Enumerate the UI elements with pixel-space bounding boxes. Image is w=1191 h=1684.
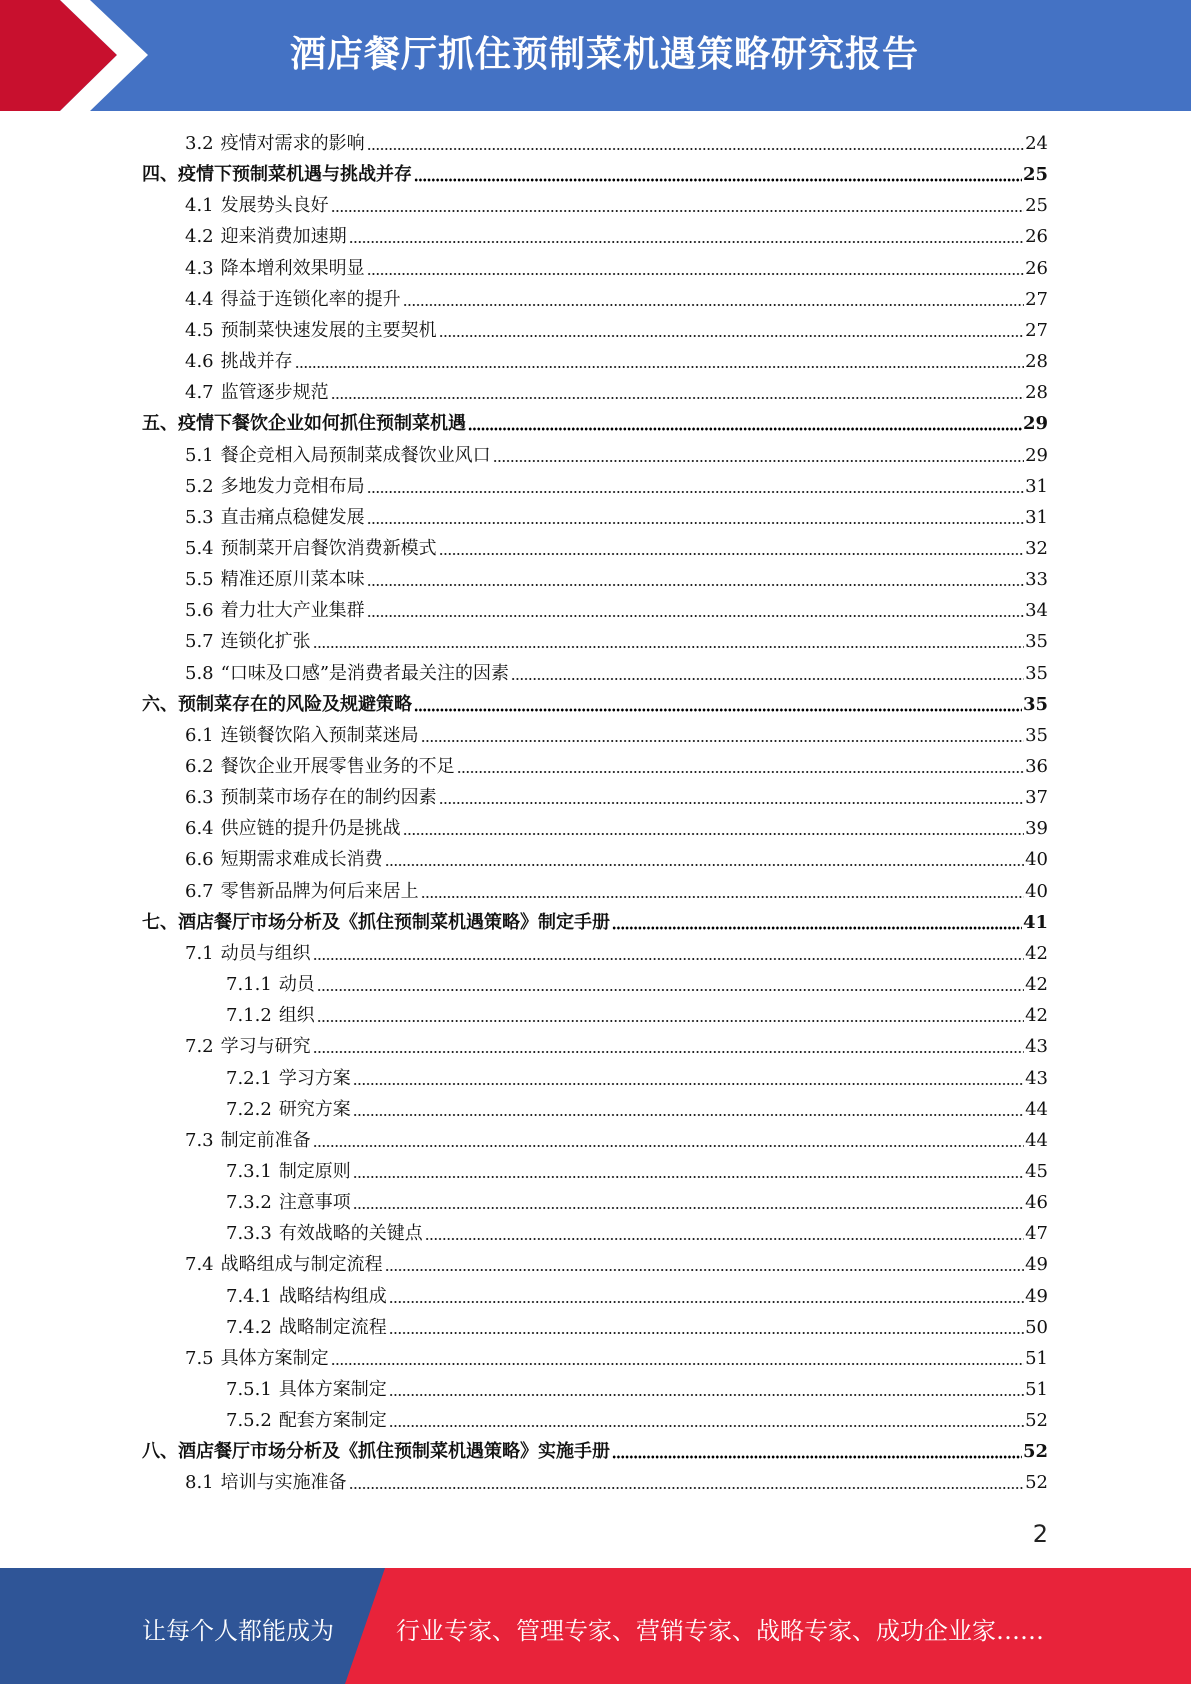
toc-dot-leader [403,832,1024,836]
toc-dot-leader [353,1175,1024,1179]
toc-dot-leader [367,521,1024,525]
toc-dot-leader [313,1050,1024,1054]
toc-page-number: 32 [1025,537,1048,559]
toc-entry-title: 发展势头良好 [220,195,329,217]
toc-page-number: 49 [1025,1285,1048,1307]
toc-entry-title: 六、预制菜存在的风险及规避策略 [142,693,412,715]
toc-entry-title: 战略结构组成 [278,1285,387,1307]
toc-entry-number: 7.1 [185,942,214,964]
toc-entry[interactable] [185,1031,1048,1062]
toc-entry-number: 4.4 [185,288,214,310]
toc-dot-leader [421,739,1024,743]
toc-dot-leader [414,708,1022,712]
toc-page-number: 34 [1025,600,1048,622]
toc-dot-leader [313,1144,1024,1148]
toc-page-number: 52 [1022,1441,1048,1463]
toc-entry-number: 7.4 [185,1254,214,1276]
toc-entry[interactable] [185,221,1048,252]
toc-page-number: 40 [1025,880,1048,902]
toc-entry[interactable] [185,782,1048,813]
page-header [0,0,1191,111]
toc-entry-number: 7.4.1 [226,1285,272,1307]
toc-dot-leader [403,303,1024,307]
toc-entry-number: 4.3 [185,257,214,279]
toc-page-number: 35 [1025,724,1048,746]
toc-page-number: 28 [1025,382,1048,404]
toc-entry-title: 战略组成与制定流程 [220,1254,383,1276]
toc-entry[interactable] [226,1374,1048,1405]
toc-entry-title: 制定原则 [278,1160,351,1182]
header-arrow-decoration [0,0,170,111]
toc-entry-number: 5.8 [185,662,214,684]
toc-chapter[interactable] [142,408,1048,439]
toc-dot-leader [385,1268,1024,1272]
toc-entry-title: 战略制定流程 [278,1316,387,1338]
toc-entry-title: 降本增利效果明显 [220,257,365,279]
toc-entry-title: 得益于连锁化率的提升 [220,288,401,310]
toc-entry-title: 连锁餐饮陷入预制菜迷局 [220,724,419,746]
toc-entry-number: 5.2 [185,475,214,497]
toc-page-number: 44 [1025,1129,1048,1151]
toc-page-number: 29 [1022,413,1048,435]
toc-entry-number: 6.7 [185,880,214,902]
toc-page-number: 27 [1025,319,1048,341]
toc-entry[interactable] [185,190,1048,221]
toc-dot-leader [331,396,1024,400]
toc-entry-title: 学习方案 [278,1067,351,1089]
toc-entry-title: 挑战并存 [220,351,293,373]
toc-entry-number: 4.7 [185,382,214,404]
toc-page-number: 40 [1025,849,1048,871]
toc-entry-number: 5.4 [185,537,214,559]
toc-entry[interactable] [185,1467,1048,1498]
toc-dot-leader [367,614,1024,618]
toc-page-number: 35 [1025,631,1048,653]
toc-entry-title: 七、酒店餐厅市场分析及《抓住预制菜机遇策略》制定手册 [142,911,610,933]
toc-page-number: 37 [1025,787,1048,809]
toc-entry-number: 7.3.2 [226,1192,272,1214]
toc-entry-number: 7.1.1 [226,974,272,996]
toc-entry-title: 迎来消费加速期 [220,226,347,248]
toc-chapter[interactable] [142,907,1048,938]
toc-page-number: 45 [1025,1160,1048,1182]
toc-entry-title: 四、疫情下预制菜机遇与挑战并存 [142,164,412,186]
report-title: 酒店餐厅抓住预制菜机遇策略研究报告 [290,34,920,75]
toc-dot-leader [367,583,1024,587]
toc-entry-number: 6.6 [185,849,214,871]
toc-entry-title: 餐企竞相入局预制菜成餐饮业风口 [220,444,491,466]
toc-dot-leader [414,178,1022,182]
toc-entry-title: 连锁化扩张 [220,631,311,653]
toc-dot-leader [612,926,1022,930]
toc-page-number: 36 [1025,756,1048,777]
toc-dot-leader [313,957,1024,961]
toc-entry[interactable] [185,595,1048,626]
page-number: 2 [1032,1520,1048,1548]
toc-entry-number: 4.1 [185,195,214,217]
toc-entry-number: 4.5 [185,319,214,341]
toc-entry-number: 7.5.1 [226,1379,272,1400]
toc-dot-leader [439,334,1024,338]
toc-dot-leader [349,240,1024,244]
toc-page-number: 31 [1025,506,1048,528]
toc-page-number: 51 [1025,1379,1048,1400]
toc-entry-title: 精准还原川菜本味 [220,569,365,591]
toc-entry[interactable] [226,1405,1048,1436]
toc-entry-title: 学习与研究 [220,1036,311,1058]
toc-dot-leader [457,770,1024,774]
toc-entry-number: 7.3.3 [226,1223,272,1245]
toc-entry-number: 7.2.1 [226,1067,272,1089]
toc-entry-title: 供应链的提升仍是挑战 [220,818,401,840]
toc-entry-number: 5.3 [185,506,214,528]
toc-page-number: 33 [1025,569,1048,591]
toc-page-number: 47 [1025,1223,1048,1245]
toc-dot-leader [439,552,1024,556]
toc-entry-number: 4.6 [185,351,214,373]
toc-entry-title: 预制菜开启餐饮消费新模式 [220,537,437,559]
toc-page-number: 42 [1025,942,1048,964]
toc-dot-leader [425,1237,1024,1241]
toc-dot-leader [317,1019,1024,1023]
toc-entry[interactable] [185,346,1048,377]
toc-entry-number: 4.2 [185,226,214,248]
toc-entry-title: 具体方案制定 [278,1379,387,1400]
toc-entry-title: 有效战略的关键点 [278,1223,423,1245]
toc-entry[interactable] [185,1125,1048,1156]
toc-page-number: 42 [1025,1005,1048,1027]
toc-page-number: 28 [1025,351,1048,373]
toc-page-number: 52 [1025,1472,1048,1494]
toc-page-number: 39 [1025,818,1048,840]
toc-dot-leader [385,863,1024,867]
toc-entry[interactable] [185,938,1048,969]
toc-chapter[interactable] [142,689,1048,720]
toc-entry-title: 疫情对需求的影响 [220,133,365,154]
toc-entry[interactable] [185,284,1048,315]
toc-dot-leader [493,459,1024,463]
toc-entry-title: 配套方案制定 [278,1410,387,1432]
toc-page-number: 49 [1025,1254,1048,1276]
toc-entry-title: 零售新品牌为何后来居上 [220,880,419,902]
toc-page-number: 26 [1025,257,1048,279]
toc-dot-leader [295,365,1024,369]
toc-entry-number: 6.1 [185,724,214,746]
toc-entry-number: 7.3 [185,1129,214,1151]
toc-dot-leader [353,1206,1024,1210]
toc-chapter[interactable] [142,159,1048,190]
toc-entry[interactable] [226,969,1048,1000]
toc-entry-title: 动员 [278,974,315,996]
toc-dot-leader [353,1082,1024,1086]
toc-dot-leader [468,427,1022,431]
toc-entry-title: 制定前准备 [220,1129,311,1151]
toc-entry-title: 五、疫情下餐饮企业如何抓住预制菜机遇 [142,413,466,435]
toc-entry-title: 组织 [278,1005,315,1027]
toc-page-number: 43 [1025,1067,1048,1089]
toc-entry[interactable] [226,1063,1048,1094]
toc-page-number: 26 [1025,226,1048,248]
toc-page-number: 25 [1022,164,1048,186]
toc-entry[interactable] [185,813,1048,844]
toc-entry-title: 监管逐步规范 [220,382,329,404]
toc-entry[interactable] [185,377,1048,408]
toc-entry[interactable] [226,1156,1048,1187]
toc-entry-number: 5.1 [185,444,214,466]
toc-entry[interactable] [185,876,1048,907]
toc-entry-number: 7.1.2 [226,1005,272,1027]
toc-entry[interactable] [226,1094,1048,1125]
toc-entry-number: 5.7 [185,631,214,653]
toc-dot-leader [421,895,1024,899]
toc-entry[interactable] [185,751,1048,782]
toc-entry[interactable] [185,533,1048,564]
toc-entry[interactable] [185,1249,1048,1280]
toc-entry[interactable] [185,440,1048,471]
toc-entry[interactable] [226,1000,1048,1031]
toc-dot-leader [367,490,1024,494]
toc-entry[interactable] [226,1281,1048,1312]
toc-page-number: 42 [1025,974,1048,996]
toc-entry-number: 7.5 [185,1347,214,1369]
toc-entry-title: 预制菜快速发展的主要契机 [220,319,437,341]
toc-dot-leader [439,801,1024,805]
toc-page-number: 46 [1025,1192,1048,1214]
toc-entry-number: 6.4 [185,818,214,840]
toc-dot-leader [389,1424,1024,1428]
toc-entry-title: 短期需求难成长消费 [220,849,383,871]
toc-dot-leader [389,1393,1024,1397]
toc-chapter[interactable] [142,1436,1048,1467]
toc-entry[interactable] [185,128,1048,159]
footer-slogan-right: 行业专家、管理专家、营销专家、战略专家、成功企业家…… [396,1617,1044,1645]
toc-entry-number: 7.2.2 [226,1098,272,1120]
page-footer [0,1568,1191,1684]
toc-page-number: 35 [1025,662,1048,684]
toc-entry-title: 着力壮大产业集群 [220,600,365,622]
toc-entry[interactable] [185,253,1048,284]
toc-entry-title: 注意事项 [278,1192,351,1214]
toc-entry[interactable] [226,1187,1048,1218]
toc-entry-number: 6.3 [185,787,214,809]
toc-entry-title: 具体方案制定 [220,1347,329,1369]
toc-entry-title: “口味及口感”是消费者最关注的因素 [220,662,510,684]
toc-entry-title: 研究方案 [278,1098,351,1120]
toc-entry[interactable] [185,626,1048,657]
toc-dot-leader [317,988,1024,992]
toc-entry-number: 5.5 [185,569,214,591]
toc-page-number: 25 [1025,195,1048,217]
toc-entry[interactable] [226,1312,1048,1343]
toc-page-number: 51 [1025,1347,1048,1369]
toc-entry-number: 3.2 [185,133,214,154]
toc-page-number: 31 [1025,475,1048,497]
toc-dot-leader [367,147,1024,151]
toc-entry-title: 培训与实施准备 [220,1472,347,1494]
toc-dot-leader [612,1455,1022,1459]
toc-dot-leader [349,1486,1024,1490]
toc-entry-title: 预制菜市场存在的制约因素 [220,787,437,809]
toc-dot-leader [313,645,1024,649]
toc-dot-leader [511,677,1024,681]
toc-entry[interactable] [185,315,1048,346]
toc-entry-number: 7.3.1 [226,1160,272,1182]
toc-dot-leader [367,272,1024,276]
toc-dot-leader [389,1331,1024,1335]
toc-entry-title: 直击痛点稳健发展 [220,506,365,528]
toc-entry[interactable] [185,844,1048,875]
toc-page-number: 35 [1022,693,1048,715]
toc-entry[interactable] [185,1343,1048,1374]
toc-entry-number: 8.1 [185,1472,214,1494]
toc-page-number: 29 [1025,444,1048,466]
toc-page-number: 44 [1025,1098,1048,1120]
toc-entry-number: 5.6 [185,600,214,622]
toc-page-number: 52 [1025,1410,1048,1432]
toc-entry-title: 八、酒店餐厅市场分析及《抓住预制菜机遇策略》实施手册 [142,1441,610,1463]
toc-entry[interactable] [185,564,1048,595]
toc-page-number: 41 [1022,911,1048,933]
toc-entry[interactable] [185,658,1048,689]
toc-page-number: 24 [1025,133,1048,154]
toc-entry[interactable] [226,1218,1048,1249]
toc-entry-number: 7.5.2 [226,1410,272,1432]
toc-page-number: 27 [1025,288,1048,310]
toc-entry-title: 多地发力竞相布局 [220,475,365,497]
toc-dot-leader [353,1113,1024,1117]
toc-page-number: 43 [1025,1036,1048,1058]
toc-dot-leader [331,1362,1024,1366]
toc-entry[interactable] [185,720,1048,751]
toc-entry[interactable] [185,471,1048,502]
toc-dot-leader [331,209,1024,213]
toc-entry-title: 餐饮企业开展零售业务的不足 [220,756,455,777]
toc-entry[interactable] [185,502,1048,533]
toc-page-number: 50 [1025,1316,1048,1338]
toc-entry-number: 6.2 [185,756,214,777]
footer-slogan-left: 让每个人都能成为 [142,1617,334,1645]
toc-entry-number: 7.4.2 [226,1316,272,1338]
toc-entry-title: 动员与组织 [220,942,311,964]
toc-dot-leader [389,1300,1024,1304]
toc-entry-number: 7.2 [185,1036,214,1058]
